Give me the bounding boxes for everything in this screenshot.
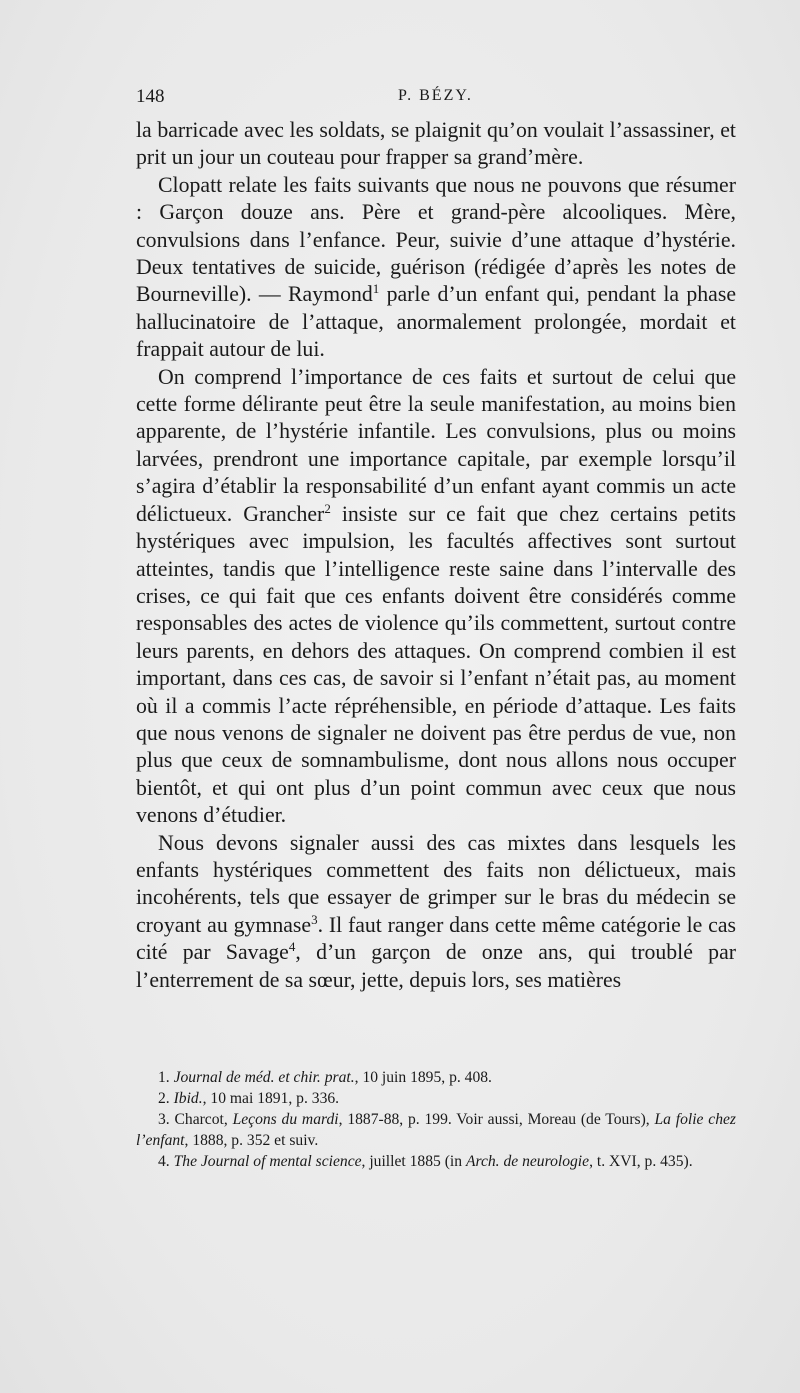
text-run: , d’un garçon de onze ans, qui troublé par l’enterrement de sa sœur, jette, depuis lors, ses matières — [136, 940, 737, 992]
text-run: , t. XVI, p. 435). — [589, 1153, 693, 1170]
text-run: 3. Charcot, — [158, 1111, 233, 1128]
text-run: la barricade avec les soldats, se plaignit qu’on voulait l’assassiner, et prit un jour un couteau pour frapper sa grand’mère. — [136, 118, 736, 170]
text-run: 1. — [158, 1069, 174, 1086]
text-run: Clopatt relate les faits suivants que nous ne pouvons que résumer : Garçon douze ans. Père et grand-père alcooliques. Mère, convulsions dans l’enfance. Peur, suivie d’une attaque d’hystérie. Deux tentatives de suicide, guérison (rédigée d’après les notes de Bourneville). — Raymond — [136, 172, 736, 307]
footnotes — [136, 1067, 736, 1172]
text-run: On comprend l’importance de ces faits et surtout de celui que cette forme délirante peut être la seule manifestation, au moins bien apparente, de l’hystérie infantile. Les convulsions, plus ou moins larvées, prendront une importance capitale, par exemple lorsqu’il s’agira d’établir la responsabilité d’un enfant ayant commis un acte délictueux. Grancher — [136, 364, 736, 526]
italic-title: Journal de méd. et chir. prat. — [173, 1069, 355, 1086]
text-run: , 1888, p. 352 et suiv. — [184, 1132, 319, 1149]
text-run: insiste sur ce fait que chez certains petits hystériques avec impulsion, les facultés affectives sont surtout atteintes, tandis que l’intelligence reste saine dans l’intervalle des crises, ce qui fait que ces enfants doivent être considérés comme responsables des actes de violence qu’ils commettent, surtout contre leurs parents, en dehors des attaques. On comprend combien il est important, dans ces cas, de savoir si l’enfant n’était pas, au moment où il a commis l’acte répréhensible, en période d’attaque. Les faits que nous venons de signaler ne doivent pas être perdus de vue, non plus que ceux de somnambulisme, dont nous allons nous occuper bientôt, et qui ont plus d’un point commun avec ceux que nous venons d’étudier. — [136, 501, 736, 828]
text-run: , 1887-88, p. 199. Voir aussi, Moreau (de Tours), — [338, 1111, 655, 1128]
footnote-marker: 4 — [288, 939, 296, 955]
text-run: Nous devons signaler aussi des cas mixtes dans lesquels les enfants hystériques commettent des faits non délictueux, mais incohérents, tels que essayer de grimper sur le bras du médecin se croyant au gymnase — [136, 830, 736, 937]
body-text — [136, 117, 736, 994]
text-run: , juillet 1885 (in — [361, 1153, 466, 1170]
italic-title: Ibid. — [173, 1090, 203, 1107]
italic-title: Arch. de neurologie — [465, 1153, 590, 1170]
paragraph — [136, 117, 736, 172]
footnote — [136, 1109, 736, 1151]
text-run: 4. — [158, 1153, 174, 1170]
paragraph — [136, 830, 736, 994]
footnote — [136, 1067, 736, 1088]
footnote-marker: 1 — [372, 281, 380, 297]
text-run: , 10 mai 1891, p. 336. — [202, 1090, 340, 1107]
page-header — [136, 86, 736, 116]
footnote — [136, 1151, 736, 1172]
text-run: . Il faut ranger dans cette même catégorie le cas cité par Savage — [136, 912, 737, 965]
italic-title: La folie chez l’enfant — [136, 1111, 736, 1149]
footnote — [136, 1088, 736, 1109]
paragraph — [136, 364, 736, 830]
italic-title: The Journal of mental science — [173, 1153, 362, 1170]
running-head: P. BÉZY. — [398, 87, 473, 104]
footnote-marker: 3 — [311, 911, 318, 927]
footnote-marker: 2 — [324, 500, 331, 516]
page-number: 148 — [136, 86, 165, 107]
text-run: parle d’un enfant qui, pendant la phase hallucinatoire de l’attaque, anormalement prolongée, mordait et frappait autour de lui. — [136, 282, 737, 362]
paragraph — [136, 172, 736, 364]
italic-title: Leçons du mardi — [232, 1111, 339, 1128]
text-run: 2. — [158, 1090, 174, 1107]
text-run: , 10 juin 1895, p. 408. — [354, 1069, 492, 1086]
